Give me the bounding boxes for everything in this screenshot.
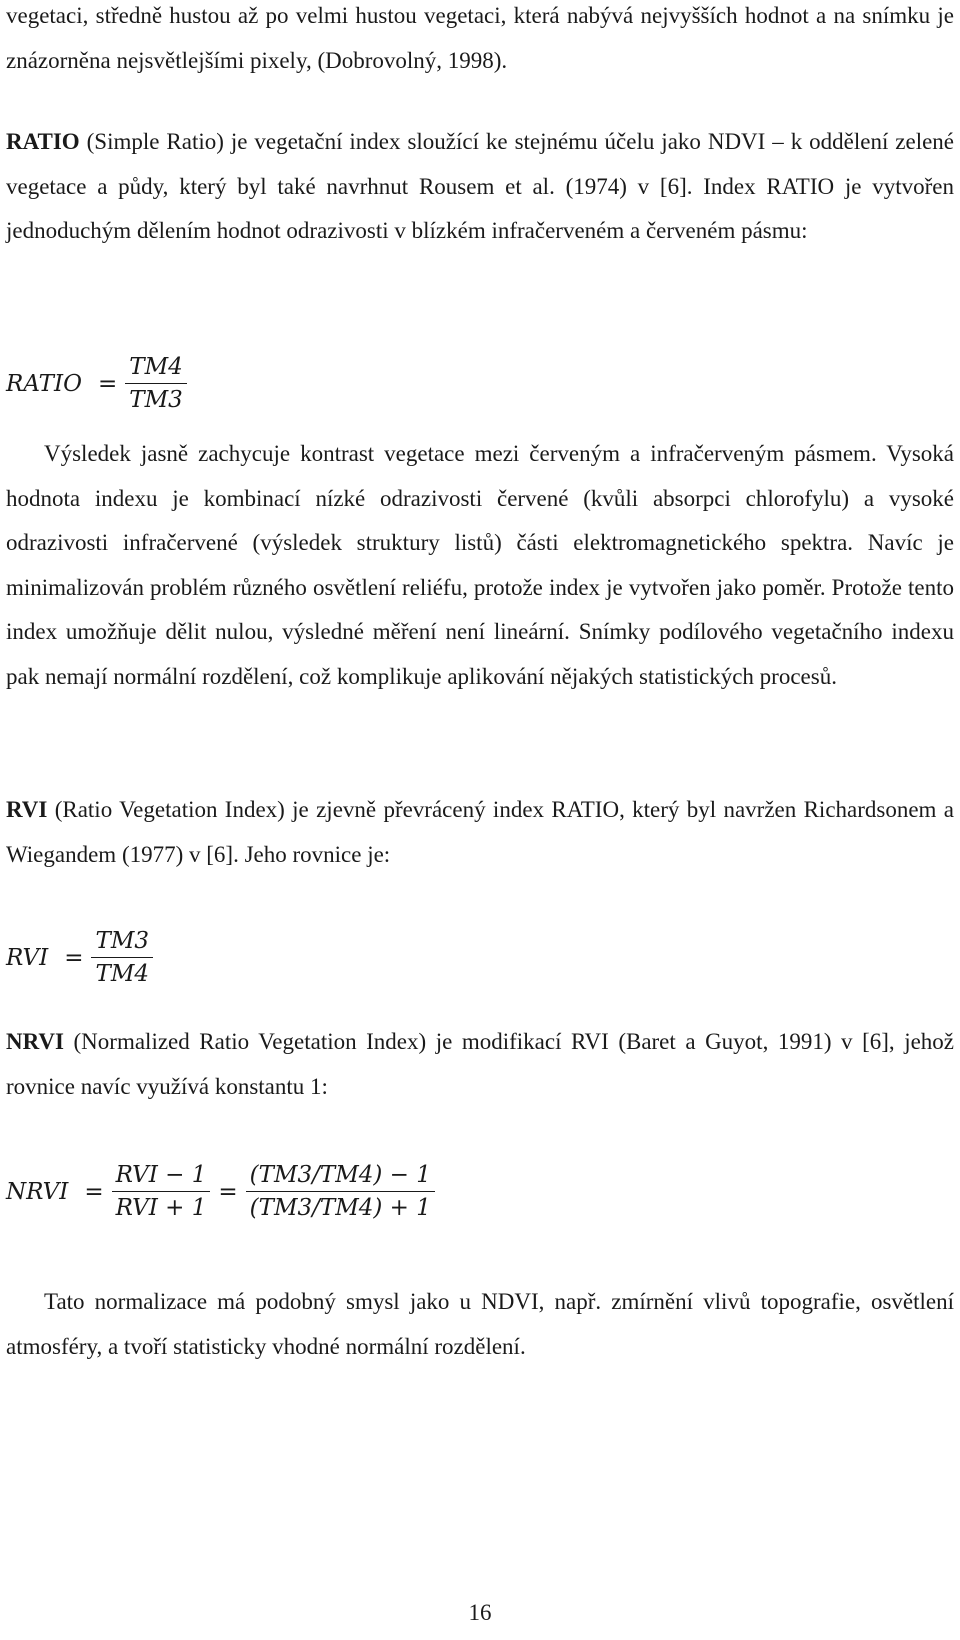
paragraph-ratio [6,120,954,254]
paragraph-text: (Ratio Vegetation Index) je zjevně převrácený index RATIO, který byl navržen Richardsonem a Wiegandem (1977) v [6]. Jeho rovnice je: [6,797,954,867]
fraction-numerator: (TM3/TM4) − 1 [246,1162,435,1192]
equation-lhs: NRVI [6,1178,69,1205]
fraction-numerator: TM3 [91,928,153,958]
fraction-numerator: RVI − 1 [112,1162,211,1192]
equation-ratio [6,354,187,413]
paragraph-text: Tato normalizace má podobný smysl jako u NDVI, např. zmírnění vlivů topografie, osvětlení atmosféry, a tvoří statisticky vhodné normální rozdělení. [6,1289,954,1359]
term-ratio: RATIO [6,129,80,154]
equals-sign: = [97,370,118,397]
paragraph-vegetation-end [6,0,954,83]
paragraph-rvi [6,788,954,877]
fraction-denominator: RVI + 1 [115,1195,207,1221]
fraction-denominator: (TM3/TM4) + 1 [249,1195,431,1221]
paragraph-text: Výsledek jasně zachycuje kontrast vegetace mezi červeným a infračerveným pásmem. Vysoká hodnota indexu je kombinací nízké odrazivosti červené (kvůli absorpci chlorofylu) a vysoké odrazivosti infračervené (výsledek struktury listů) části elektromagnetického spektra. Navíc je minimalizován problém různého osvětlení reliéfu, protože index je vytvořen jako poměr. Protože tento index umožňuje dělit nulou, výsledné měření není lineární. Snímky podílového vegetačního indexu pak nemají normální rozdělení, což komplikuje aplikování nějakých statistických procesů. [6,441,954,689]
equation-lhs: RATIO [6,370,82,397]
fraction-denominator: TM3 [129,387,183,413]
fraction-denominator: TM4 [95,961,150,987]
equals-sign: = [64,944,84,971]
equals-sign: = [218,1178,238,1205]
equals-sign: = [84,1178,104,1205]
term-nrvi: NRVI [6,1029,64,1054]
paragraph-normalization [6,1280,954,1369]
paragraph-text: (Normalized Ratio Vegetation Index) je modifikací RVI (Baret a Guyot, 1991) v [6], jehož rovnice navíc využívá konstantu 1: [6,1029,954,1099]
paragraph-ratio-result [6,432,954,699]
paragraph-text: vegetaci, středně hustou až po velmi hustou vegetaci, která nabývá nejvyšších hodnot a na snímku je znázorněna nejsvětlejšími pixely, (Dobrovolný, 1998). [6,3,954,73]
equation-rvi [6,928,153,987]
page-number: 16 [468,1600,492,1625]
fraction [91,928,153,987]
paragraph-text: (Simple Ratio) je vegetační index sloužící ke stejnému účelu jako NDVI – k oddělení zelené vegetace a půdy, který byl také navrhnut Rousem et al. (1974) v [6]. Index RATIO je vytvořen jednoduchým dělením hodnot odrazivosti v blízkém infračerveném a červeném pásmu: [6,129,954,243]
fraction-numerator: TM4 [125,354,187,384]
paragraph-nrvi [6,1020,954,1109]
equation-nrvi [6,1162,435,1221]
equation-lhs: RVI [6,944,49,971]
fraction [125,354,187,413]
fraction-rvi [112,1162,211,1221]
term-rvi: RVI [6,797,48,822]
fraction-tm [246,1162,435,1221]
